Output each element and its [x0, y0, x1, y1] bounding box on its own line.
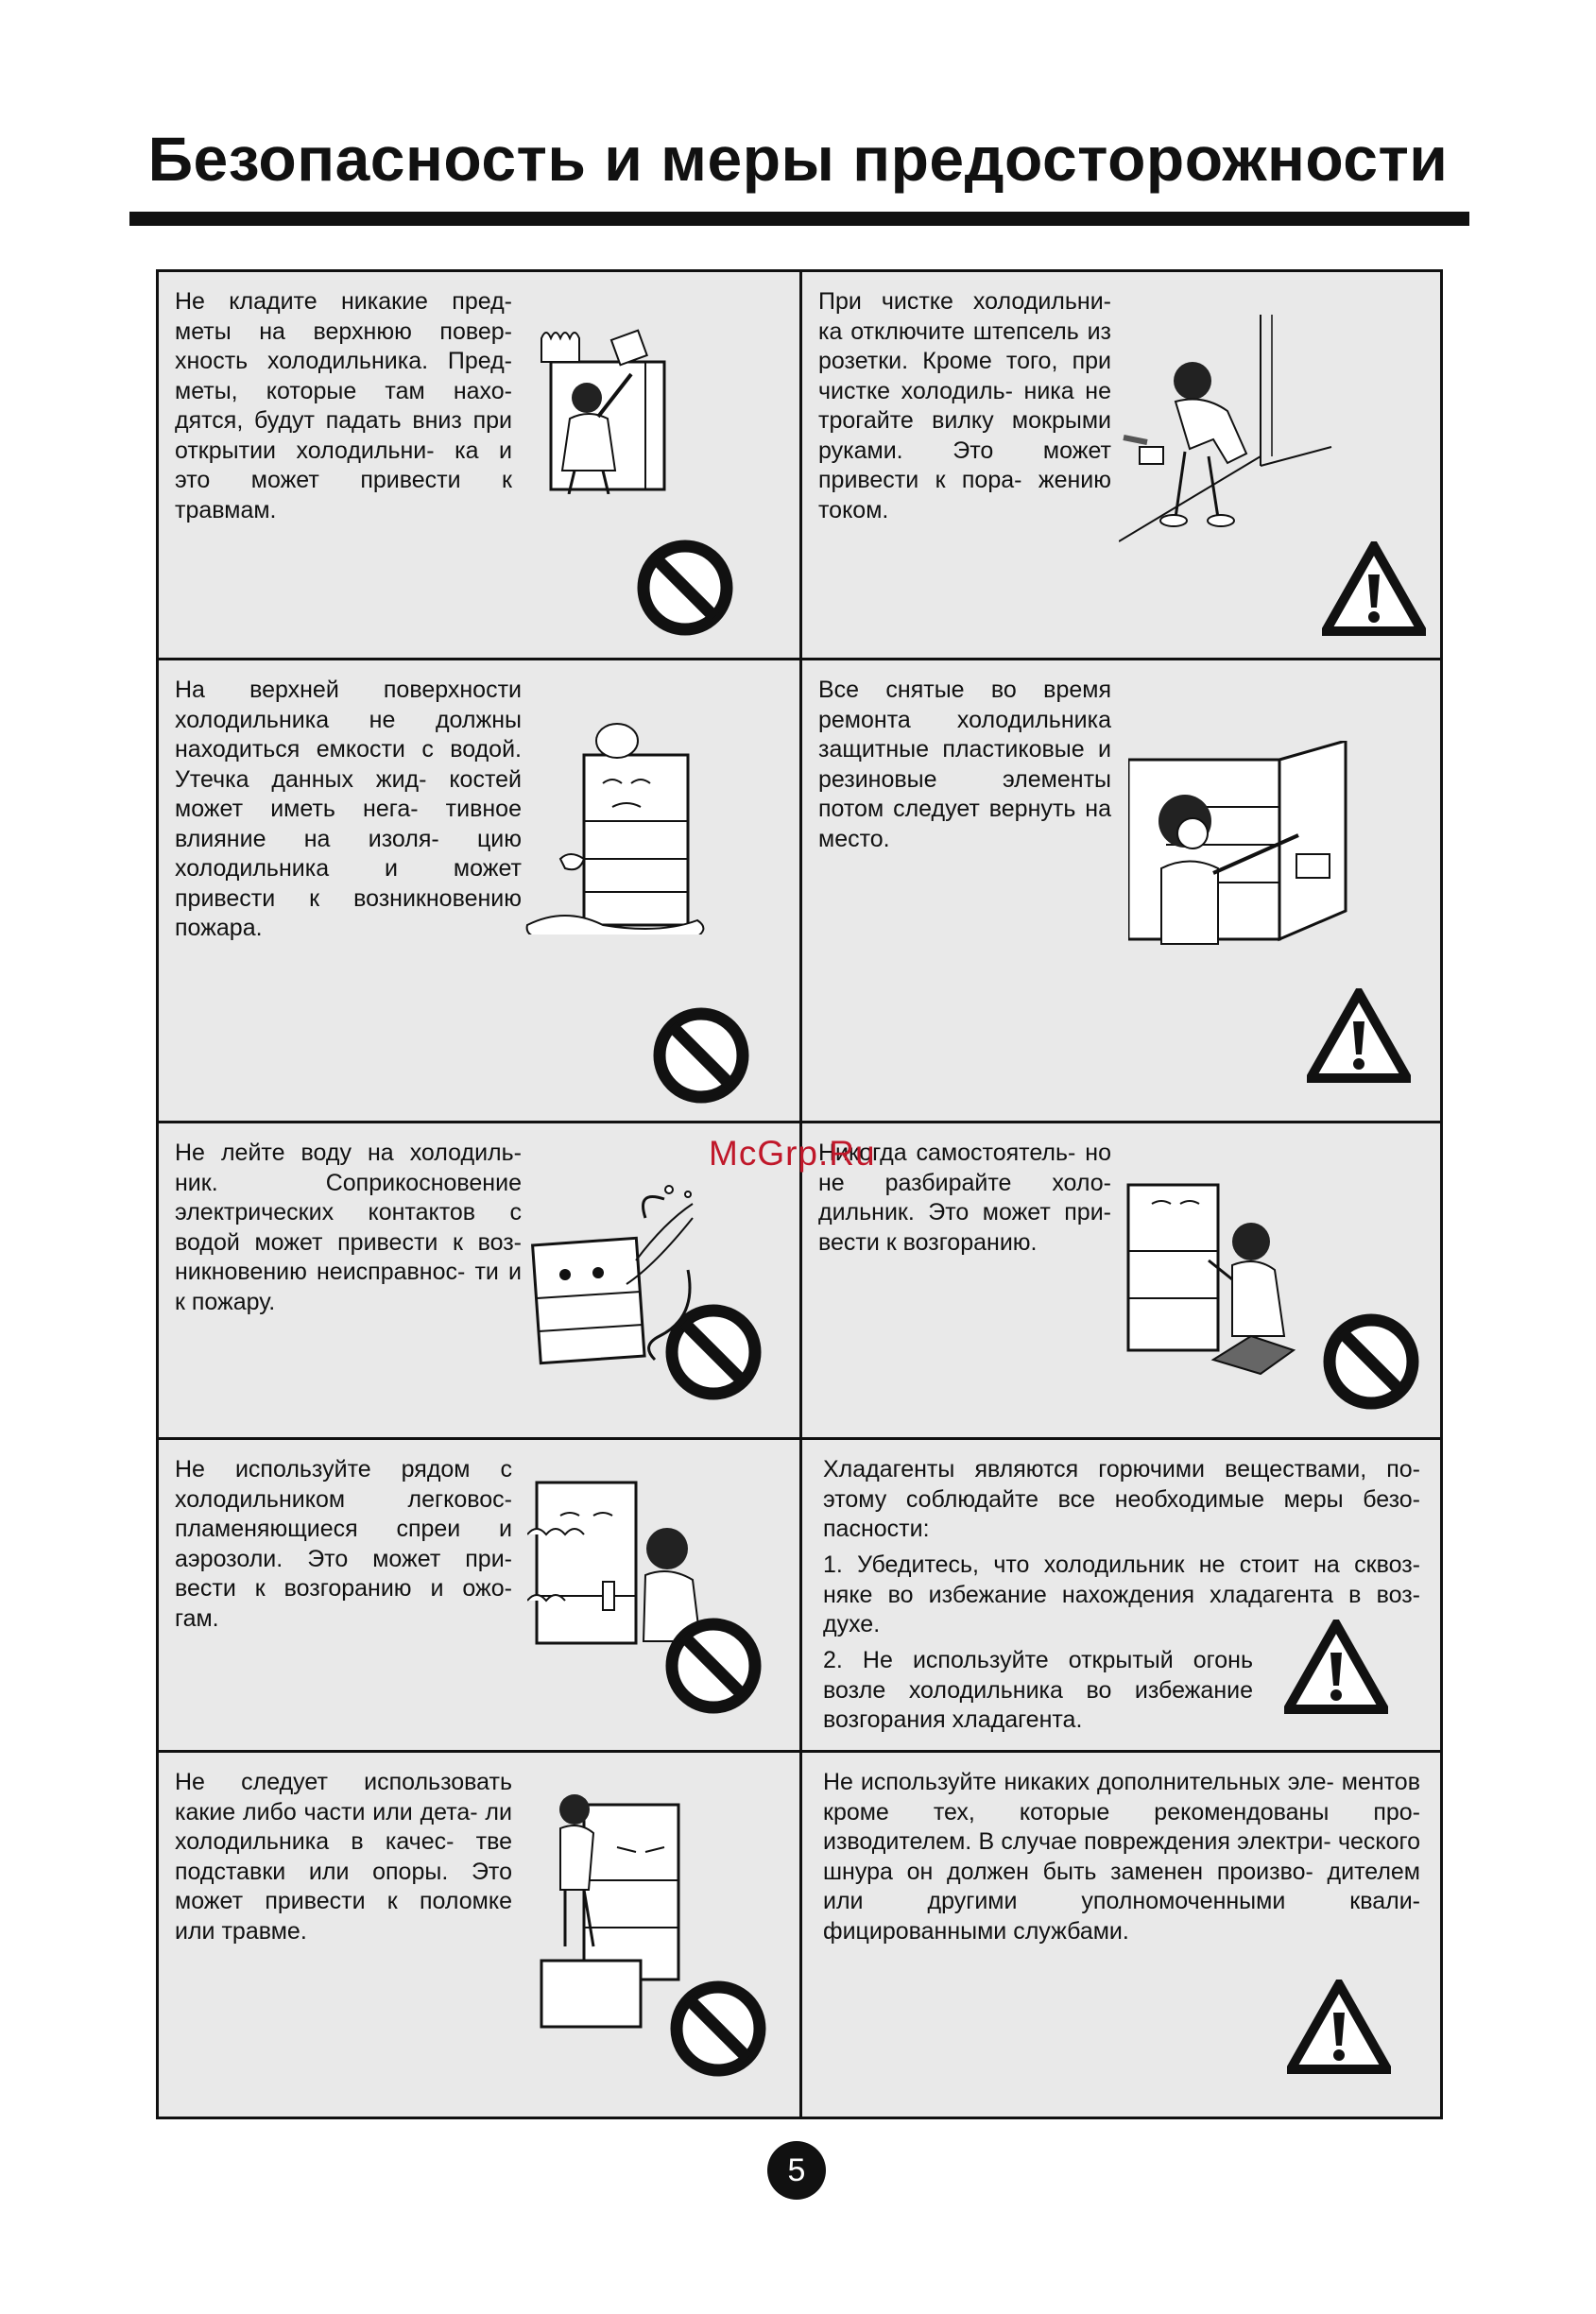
cell-text: Не лейте воду на холодиль- ник. Соприкосновение электрических контактов с водой может привести к воз- никновению неисправнос- ти и к пожару. [175, 1140, 522, 1315]
safety-cell-6 [802, 1123, 1443, 1437]
cell-text: Не кладите никакие пред- меты на верхнюю повер- хность холодильника. Пред- меты, которые там нахо- дятся, будут падать вниз при открытии холодильни- ка и это может привести к травмам. [175, 288, 512, 523]
safety-cell-1 [159, 272, 799, 658]
woman-disassembling-illustration [1124, 1175, 1322, 1379]
safety-cell-8 [802, 1440, 1443, 1750]
cell-text: Не следует использовать какие либо части или дета- ли холодильника в качес- тве подставки или опоры. Это может привести к поломке или травме. [175, 1769, 512, 1945]
cell-text: На верхней поверхности холодильника не должны находиться емкости с водой. Утечка данных жид- костей может иметь нега- тивное влияние на изоля- цию холодильника и может привести к возникновению пожара. [175, 677, 522, 941]
cell-text: При чистке холодильни- ка отключите штепсель из розетки. Кроме того, при чистке холодиль- ника не трогайте вилку мокрыми руками. Это может привести к пора- жению током. [818, 288, 1111, 523]
fridge-with-water-illustration [518, 717, 726, 934]
safety-cell-9 [159, 1753, 799, 2119]
page-title: Безопасность и меры предосторожности [147, 124, 1449, 194]
woman-unplugging-illustration [1119, 315, 1346, 570]
prohibition-icon [636, 539, 734, 637]
cell-text: Все снятые во время ремонта холодильника защитные пластиковые и резиновые элементы потом следует вернуть на место. [818, 677, 1111, 852]
cell-text: Не используйте рядом с холодильником легковос- пламеняющиеся спреи и аэрозоли. Это может при- вести к возгоранию и ожо- гам. [175, 1456, 512, 1632]
prohibition-icon [664, 1617, 763, 1715]
prohibition-icon [1322, 1312, 1420, 1411]
safety-cell-7 [159, 1440, 799, 1750]
title-rule [129, 212, 1469, 226]
cell-text: Никогда самостоятель- но не разбирайте холо- дильник. Это может при- вести к возгоранию. [818, 1140, 1111, 1256]
safety-cell-5 [159, 1123, 799, 1437]
safety-grid [156, 269, 1443, 2119]
safety-cell-3 [159, 660, 799, 1121]
cell-list-item-1: 1. Убедитесь, что холодильник не стоит на сквоз- няке во избежание нахождения хладагента в воз- духе. [823, 1551, 1420, 1637]
cell-list-item-2: 2. Не используйте открытый огонь возле холодильника во избежание возгорания хладагента. [823, 1647, 1253, 1733]
cell-text: Не используйте никаких дополнительных эле- ментов кроме тех, которые рекомендованы про- изводителем. В случае повреждения электри- ческого шнура он должен быть заменен произво- дителем или другими уполномоченными квали- фицированными службами. [823, 1769, 1420, 1945]
woman-placing-items-illustration [532, 324, 678, 494]
page-number: 5 [767, 2141, 826, 2200]
cell-intro-text: Хладагенты являются горючими веществами, по- этому соблюдайте все необходимые меры безо- пасности: [823, 1456, 1420, 1542]
prohibition-icon [664, 1303, 763, 1401]
watermark: McGrp.Ru [709, 1134, 876, 1173]
safety-cell-2 [802, 272, 1443, 658]
prohibition-icon [652, 1006, 750, 1105]
warning-icon [1322, 541, 1426, 636]
woman-at-open-fridge-illustration [1128, 741, 1364, 949]
safety-cell-4 [802, 660, 1443, 1121]
warning-icon [1284, 1620, 1388, 1714]
warning-icon [1307, 988, 1411, 1083]
warning-icon [1287, 1980, 1391, 2074]
prohibition-icon [669, 1980, 767, 2078]
safety-cell-10 [802, 1753, 1443, 2119]
